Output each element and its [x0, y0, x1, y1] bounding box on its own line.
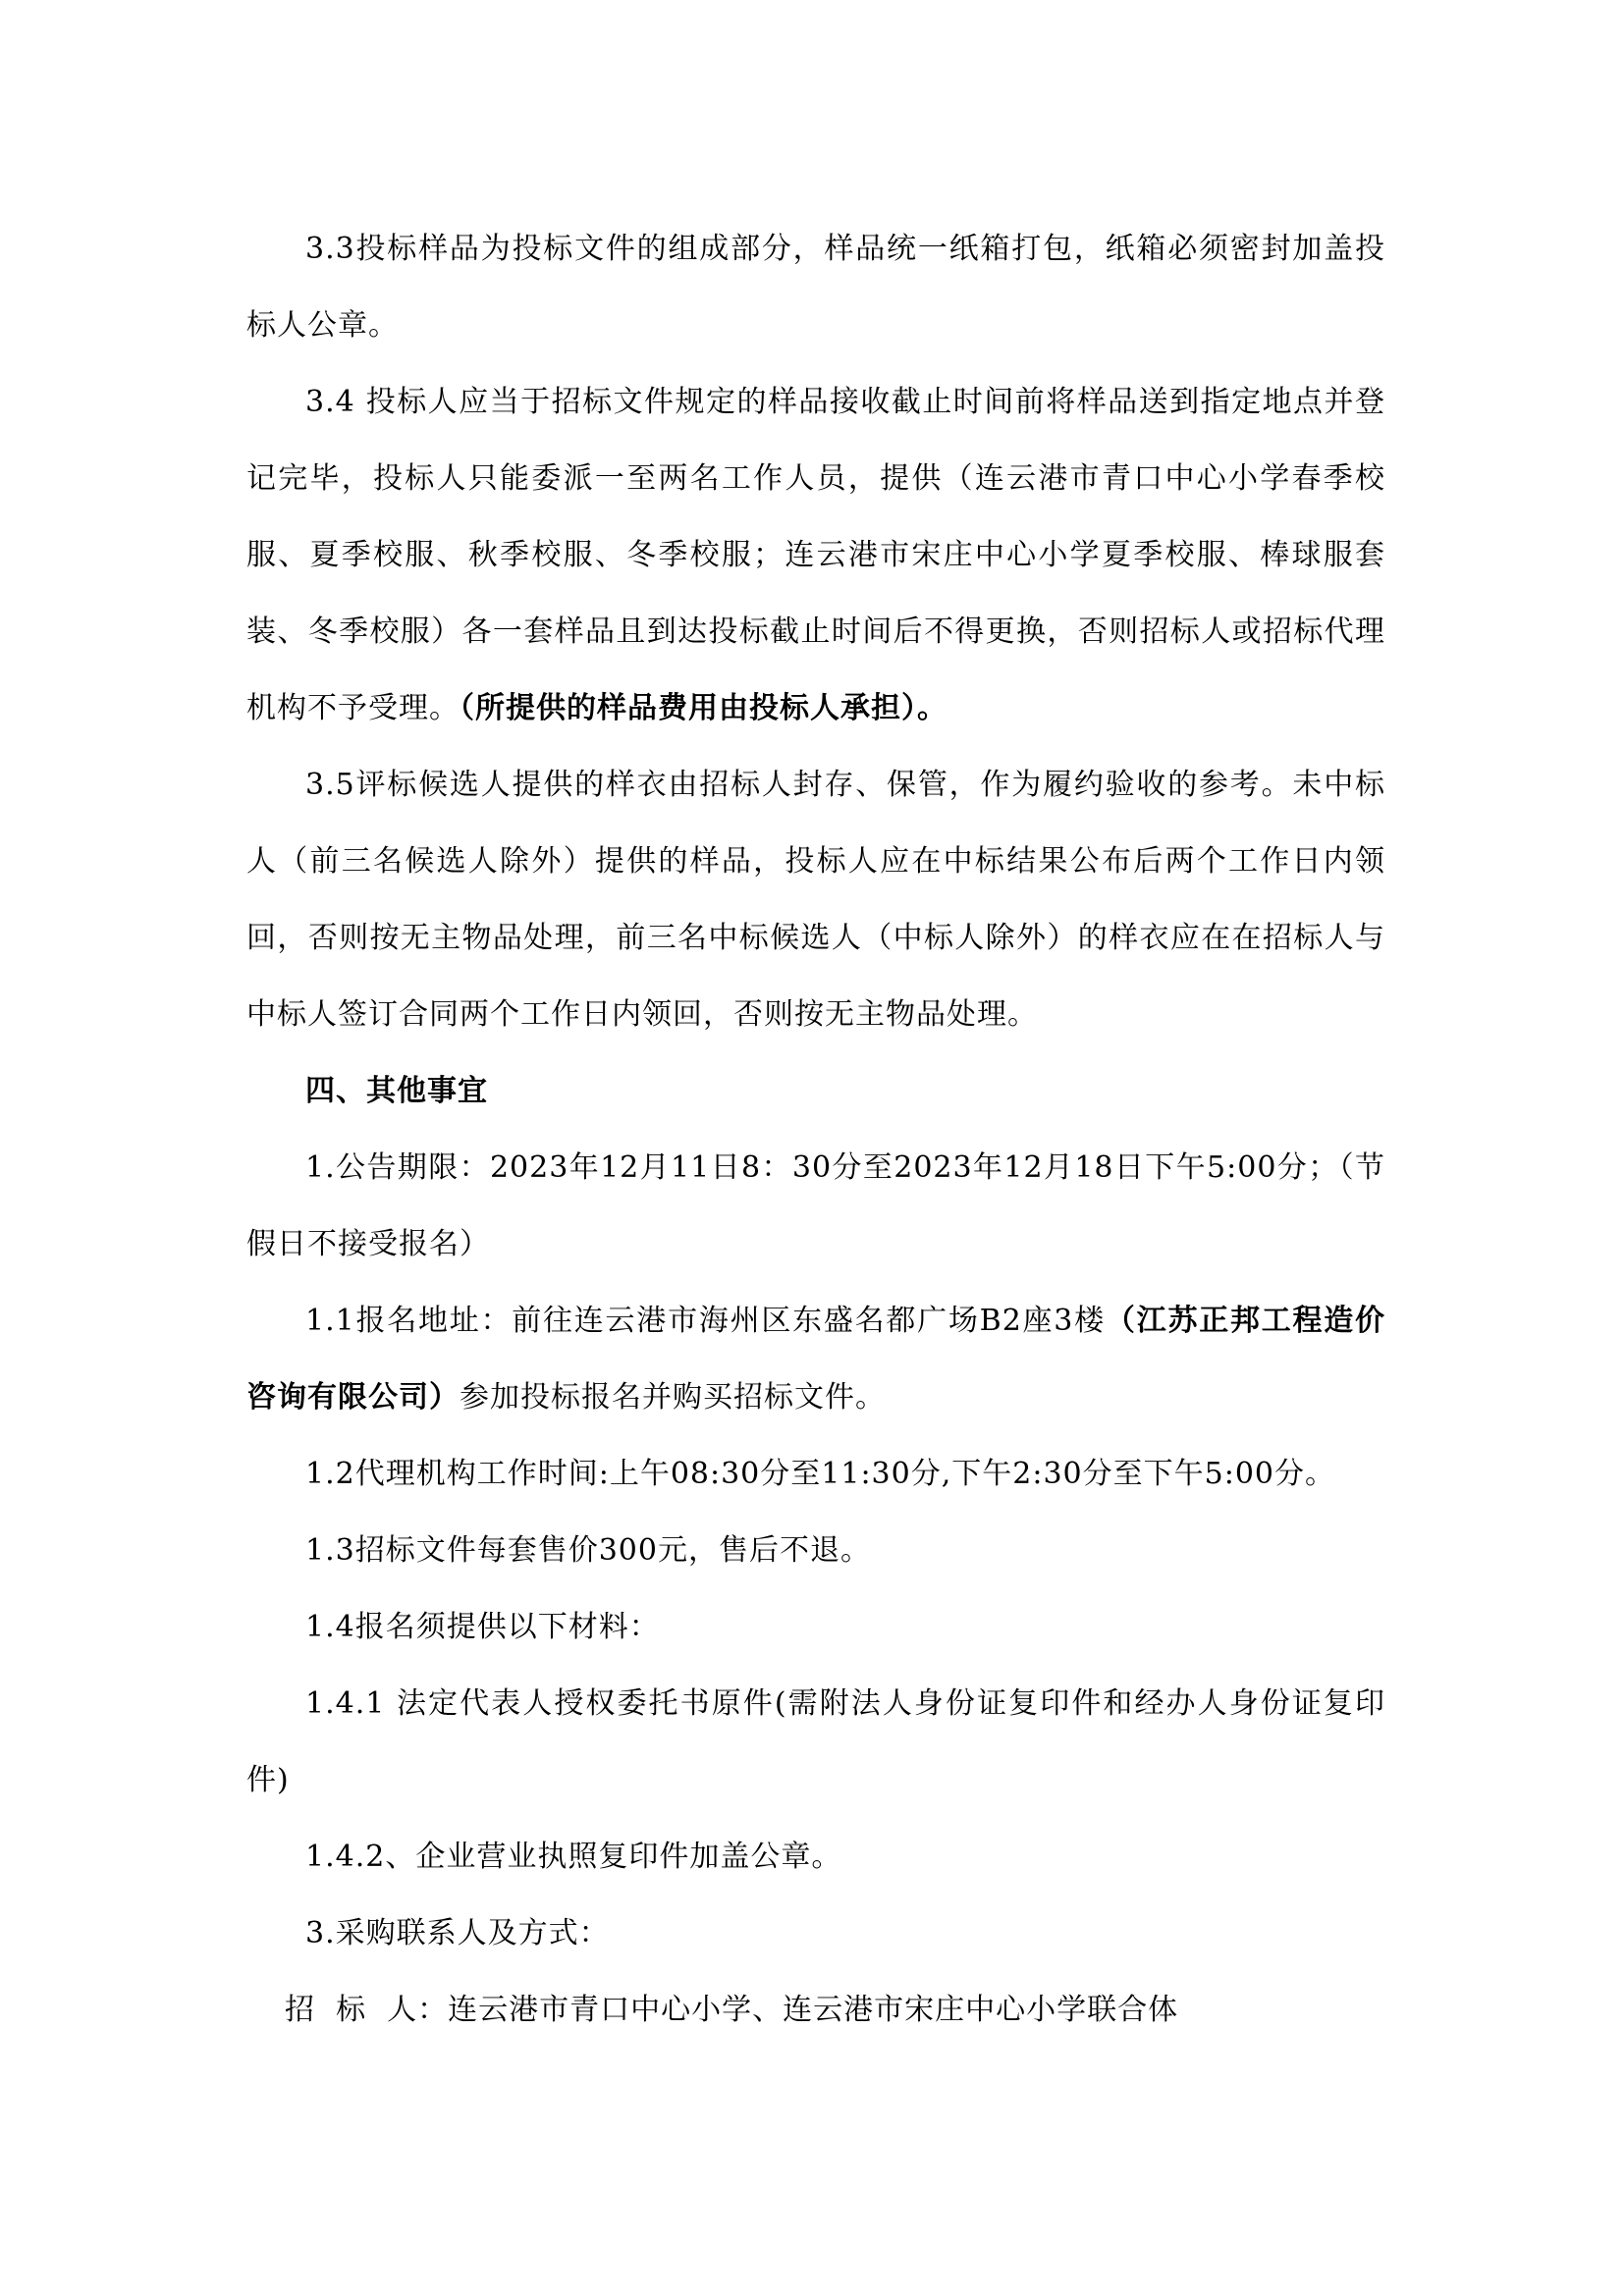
paragraph-1-4-1-text: 1.4.1 法定代表人授权委托书原件(需附法人身份证复印件和经办人身份证复印件)	[246, 1686, 1385, 1797]
paragraph-3	[246, 1896, 1385, 1972]
paragraph-1-2-text: 1.2代理机构工作时间:上午08:30分至11:30分,下午2:30分至下午5:00分。	[305, 1457, 1335, 1491]
paragraph-3-5	[246, 747, 1385, 1053]
tenderer-line-text: 招 标 人：连云港市青口中心小学、连云港市宋庄中心小学联合体	[285, 1993, 1179, 2027]
section-4-heading	[246, 1053, 1385, 1130]
paragraph-1-1-company: （江苏正邦工程造价咨询有限公司）	[246, 1304, 1385, 1415]
paragraph-1-4-2-text: 1.4.2、企业营业执照复印件加盖公章。	[305, 1840, 842, 1874]
document-body	[246, 211, 1385, 2049]
paragraph-1	[246, 1130, 1385, 1283]
paragraph-1-1	[246, 1283, 1385, 1436]
paragraph-1-4-2	[246, 1819, 1385, 1896]
paragraph-1-2	[246, 1436, 1385, 1513]
paragraph-1-3	[246, 1513, 1385, 1589]
section-4-heading-text: 四、其他事宜	[305, 1074, 488, 1108]
paragraph-1-1-text: 1.1报名地址：前往连云港市海州区东盛名都广场B2座3楼	[305, 1304, 1106, 1338]
paragraph-3-4-bold-note: （所提供的样品费用由投标人承担）。	[460, 691, 947, 725]
paragraph-1-4-text: 1.4报名须提供以下材料：	[305, 1610, 660, 1644]
paragraph-1-1-suffix: 参加投标报名并购买招标文件。	[460, 1380, 886, 1415]
paragraph-1-4-1	[246, 1666, 1385, 1819]
paragraph-3-4	[246, 364, 1385, 747]
paragraph-1-text: 1.公告期限：2023年12月11日8：30分至2023年12月18日下午5:00分；（节假日不接受报名）	[246, 1150, 1385, 1261]
paragraph-3-5-text: 3.5评标候选人提供的样衣由招标人封存、保管，作为履约验收的参考。未中标人（前三名候选人除外）提供的样品，投标人应在中标结果公布后两个工作日内领回，否则按无主物品处理，前三名中标候选人（中标人除外）的样衣应在在招标人与中标人签订合同两个工作日内领回，否则按无主物品处理。	[246, 768, 1385, 1032]
paragraph-3-4-text: 3.4 投标人应当于招标文件规定的样品接收截止时间前将样品送到指定地点并登记完毕，投标人只能委派一至两名工作人员，提供（连云港市青口中心小学春季校服、夏季校服、秋季校服、冬季校服；连云港市宋庄中心小学夏季校服、棒球服套装、冬季校服）各一套样品且到达投标截止时间后不得更换，否则招标人或招标代理机构不予受理。	[246, 385, 1385, 725]
paragraph-3-3	[246, 211, 1385, 364]
paragraph-3-3-text: 3.3投标样品为投标文件的组成部分，样品统一纸箱打包，纸箱必须密封加盖投标人公章。	[246, 232, 1385, 343]
paragraph-1-3-text: 1.3招标文件每套售价300元，售后不退。	[305, 1533, 871, 1568]
tenderer-line	[246, 1972, 1385, 2049]
paragraph-1-4	[246, 1589, 1385, 1666]
paragraph-3-text: 3.采购联系人及方式：	[305, 1916, 610, 1950]
